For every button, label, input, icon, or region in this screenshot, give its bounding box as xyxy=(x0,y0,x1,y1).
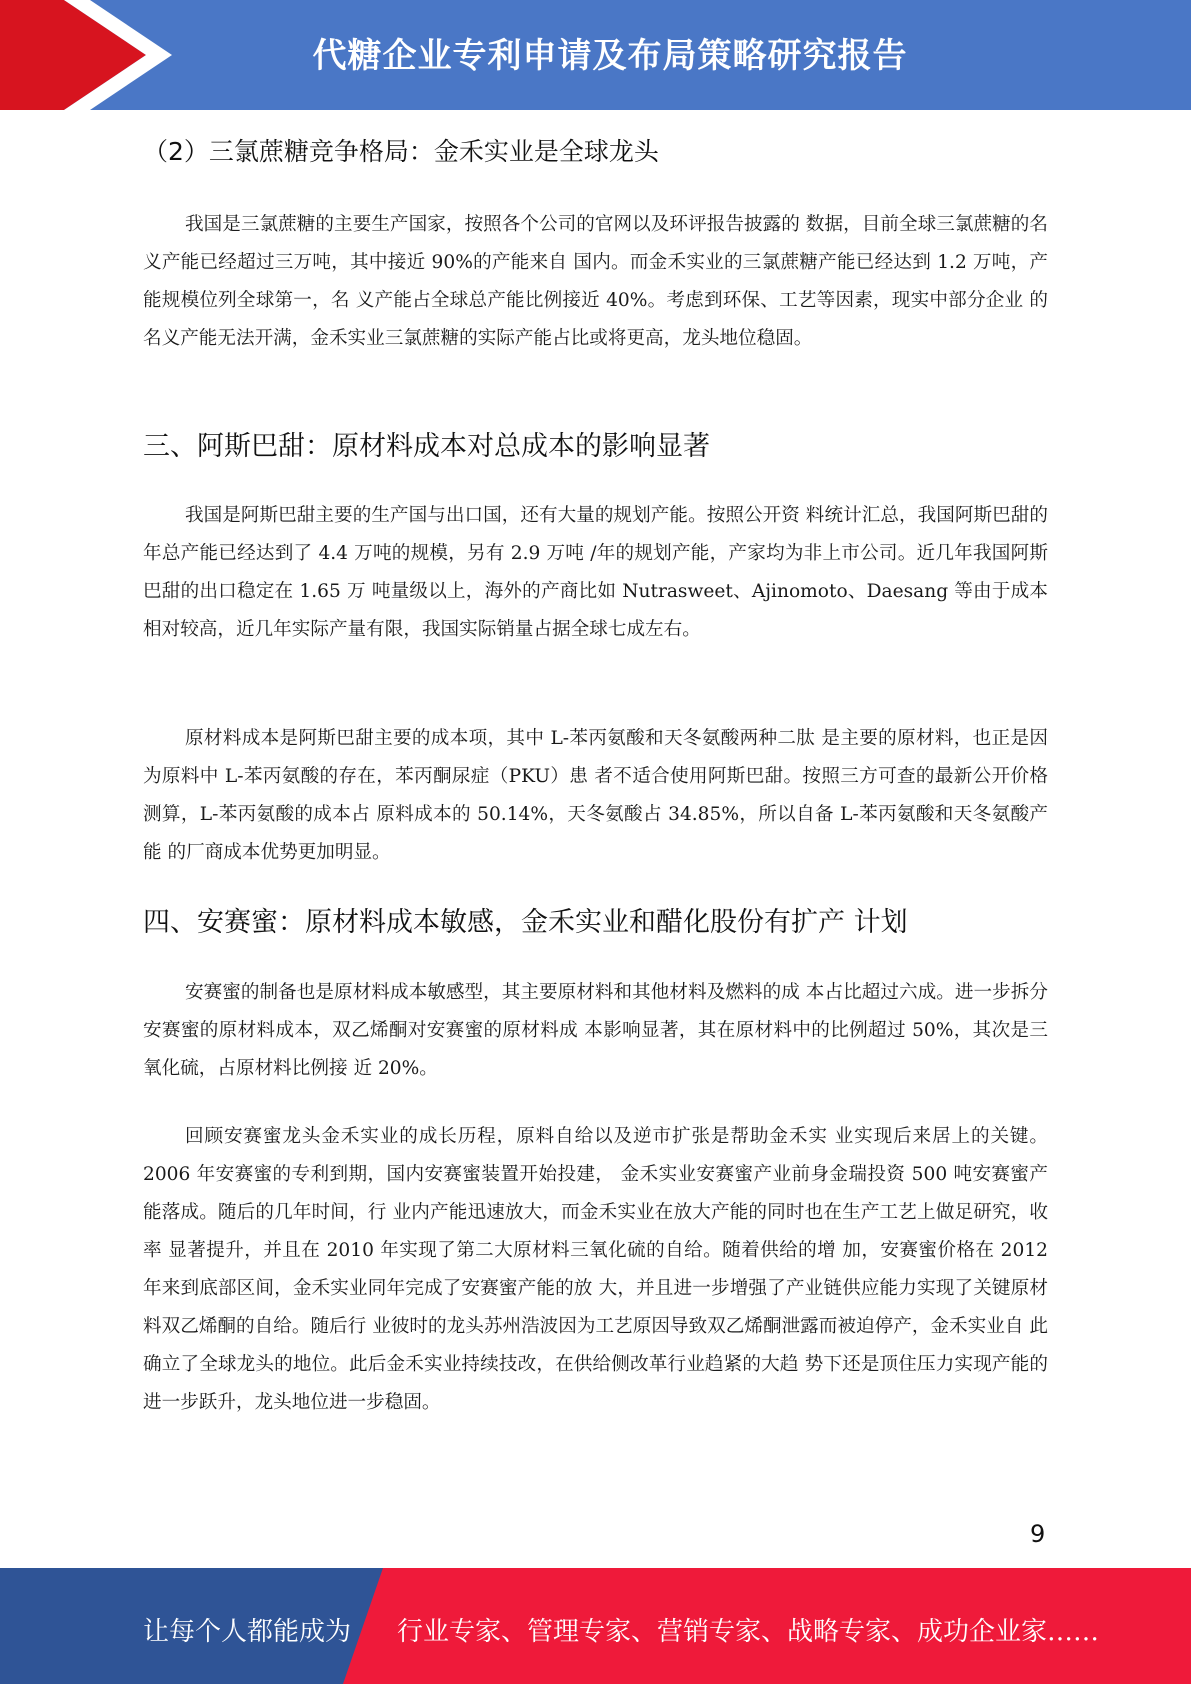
section-heading: （2）三氯蔗糖竞争格局：金禾实业是全球龙头 xyxy=(143,137,659,166)
section-heading: 四、安赛蜜：原材料成本敏感，金禾实业和醋化股份有扩产 计划 xyxy=(143,907,908,938)
paragraph: 我国是阿斯巴甜主要的生产国与出口国，还有大量的规划产能。按照公开资 料统计汇总，我国阿斯巴甜的年总产能已经达到了 4.4 万吨的规模，另有 2.9 万吨 /年的规划产能，产家均为非上市公司。近几年我国阿斯巴甜的出口稳定在 1.65 万 吨量级以上，海外的产商比如 Nutrasweet、Ajinomoto、Daesang 等由于成本 相对较高，近几年实际产量有限，我国实际销量占据全球七成左右。 xyxy=(143,505,1048,640)
section-heading: 三、阿斯巴甜：原材料成本对总成本的影响显著 xyxy=(143,431,710,462)
header-banner xyxy=(0,0,1191,110)
paragraph: 安赛蜜的制备也是原材料成本敏感型，其主要原材料和其他材料及燃料的成 本占比超过六成。进一步拆分安赛蜜的原材料成本，双乙烯酮对安赛蜜的原材料成 本影响显著，其在原材料中的比例超过 50%，其次是三氧化硫，占原材料比例接 近 20%。 xyxy=(143,982,1048,1079)
header-red-arrow xyxy=(0,0,146,110)
report-title: 代糖企业专利申请及布局策略研究报告 xyxy=(312,36,908,76)
footer-slogan-right: 行业专家、管理专家、营销专家、战略专家、成功企业家…… xyxy=(397,1617,1100,1647)
paragraph: 我国是三氯蔗糖的主要生产国家，按照各个公司的官网以及环评报告披露的 数据，目前全球三氯蔗糖的名义产能已经超过三万吨，其中接近 90%的产能来自 国内。而金禾实业的三氯蔗糖产能已经达到 1.2 万吨，产能规模位列全球第一，名 义产能占全球总产能比例接近 40%。考虑到环保、工艺等因素，现实中部分企业 的名义产能无法开满，金禾实业三氯蔗糖的实际产能占比或将更高，龙头地位稳固。 xyxy=(143,214,1048,349)
paragraph: 原材料成本是阿斯巴甜主要的成本项，其中 L-苯丙氨酸和天冬氨酸两种二肽 是主要的原材料，也正是因为原料中 L-苯丙氨酸的存在，苯丙酮尿症（PKU）患 者不适合使用阿斯巴甜。按照三方可查的最新公开价格测算，L-苯丙氨酸的成本占 原料成本的 50.14%，天冬氨酸占 34.85%，所以自备 L-苯丙氨酸和天冬氨酸产能 的厂商成本优势更加明显。 xyxy=(143,728,1048,863)
paragraph: 回顾安赛蜜龙头金禾实业的成长历程，原料自给以及逆市扩张是帮助金禾实 业实现后来居上的关键。2006 年安赛蜜的专利到期，国内安赛蜜装置开始投建， 金禾实业安赛蜜产业前身金瑞投资 500 吨安赛蜜产能落成。随后的几年时间，行 业内产能迅速放大，而金禾实业在放大产能的同时也在生产工艺上做足研究，收率 显著提升，并且在 2010 年实现了第二大原材料三氧化硫的自给。随着供给的增 加，安赛蜜价格在 2012 年来到底部区间，金禾实业同年完成了安赛蜜产能的放 大，并且进一步增强了产业链供应能力实现了关键原材料双乙烯酮的自给。随后行 业彼时的龙头苏州浩波因为工艺原因导致双乙烯酮泄露而被迫停产，金禾实业自 此确立了全球龙头的地位。此后金禾实业持续技改，在供给侧改革行业趋紧的大趋 势下还是顶住压力实现产能的进一步跃升，龙头地位进一步稳固。 xyxy=(143,1126,1048,1413)
page-number: 9 xyxy=(1030,1520,1046,1548)
footer-slogan-left: 让每个人都能成为 xyxy=(143,1617,352,1647)
